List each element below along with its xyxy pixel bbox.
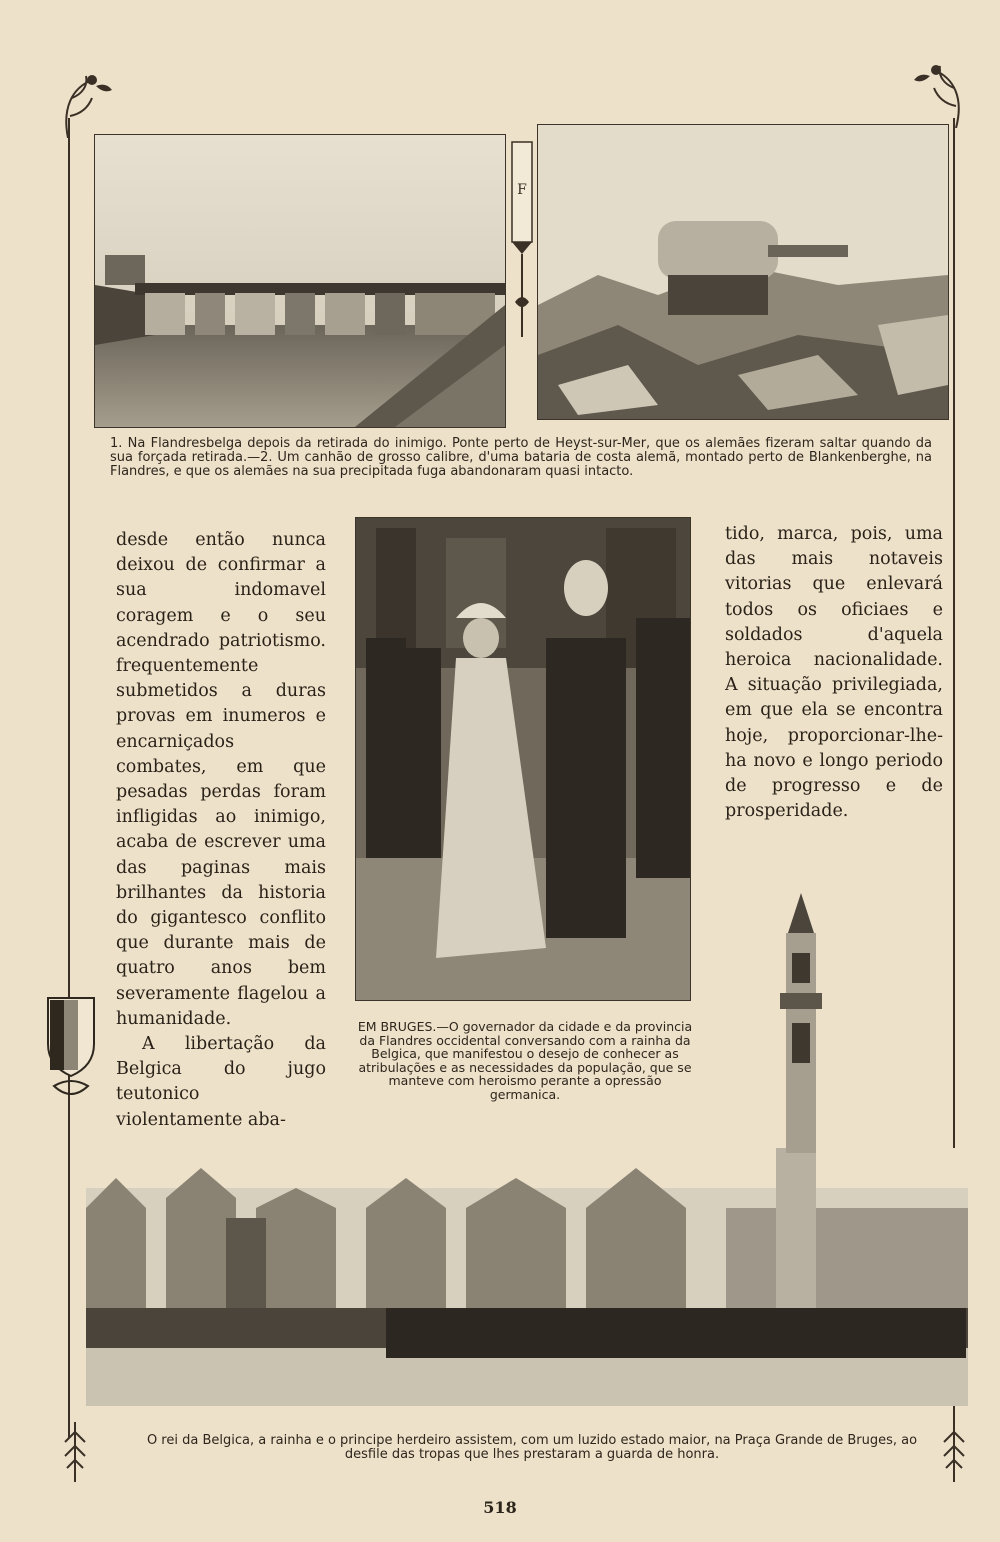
caption-top-photos: 1. Na Flandresbelga depois da retirada do inimigo. Ponte perto de Heyst-sur-Mer, que os alemães fizeram saltar quando da sua forçada retirada.—2. Um canhão de grosso calibre, d'uma bataria de costa alemã, montado perto de Blankenberghe, na Flandres, e que os alemães na sua precipitada fuga abandonaram quasi intacto. — [110, 436, 932, 479]
belfry-tower-silhouette — [776, 893, 826, 1153]
belgian-shield-icon — [44, 992, 98, 1102]
caption-bruges-governor: EM BRUGES.—O governador da cidade e da provincia da Flandres occidental conversando com a rainha da Belgica, que manifestou o desejo de conhecer as atribulações e as necessidades da população, que se manteve com heroismo perante a opressão germanica. — [357, 1019, 693, 1102]
floral-corner-top-right-icon — [906, 58, 976, 128]
page-number: 518 — [483, 1498, 517, 1517]
left-paragraph-1: desde então nunca deixou de confirmar a sua indomavel coragem e o seu acendrado patriotismo. frequentemente submetidos a duras provas em inumeros e encarniçados combates, em que pesadas perdas foram infligidas ao inimigo, acaba de escrever uma das paginas mais brilhantes da historia do gigantesco conflito que durante mais de quatro anos bem severamente flagelou a humanidade. — [116, 530, 326, 1029]
photo-german-coastal-gun — [537, 124, 949, 420]
leaf-ornament-bottom-left-icon — [60, 1422, 90, 1482]
text-column-left — [116, 528, 326, 1133]
caption-bruges-parade: O rei da Belgica, a rainha e o principe herdeiro assistem, com um luzido estado maior, na Praça Grande de Bruges, ao desfile das tropas que lhes prestaram a guarda de honra. — [146, 1433, 918, 1462]
emblem-letter: F — [517, 182, 527, 198]
photo-bruges-grand-place-parade — [86, 1148, 968, 1406]
floral-corner-top-left-icon — [52, 68, 122, 138]
right-paragraph-1: tido, marca, pois, uma das mais notaveis vitorias que enlevará todos os oficiaes e soldados d'aquela heroica nacionalidade. A situação privilegiada, em que ela se encontra hoje, proporcionar-lhe-ha novo e longo periodo de progresso e de prosperidade. — [725, 524, 943, 822]
photo-bruges-queen-governor — [355, 517, 691, 1001]
text-column-right — [725, 522, 943, 824]
center-ribbon-emblem — [509, 122, 535, 342]
frame-left-border — [68, 118, 70, 1438]
photo-destroyed-bridge — [94, 134, 506, 428]
leaf-ornament-bottom-right-icon — [939, 1422, 969, 1482]
left-paragraph-2: A libertação da Belgica do jugo teutonico violentamente aba- — [116, 1034, 326, 1130]
